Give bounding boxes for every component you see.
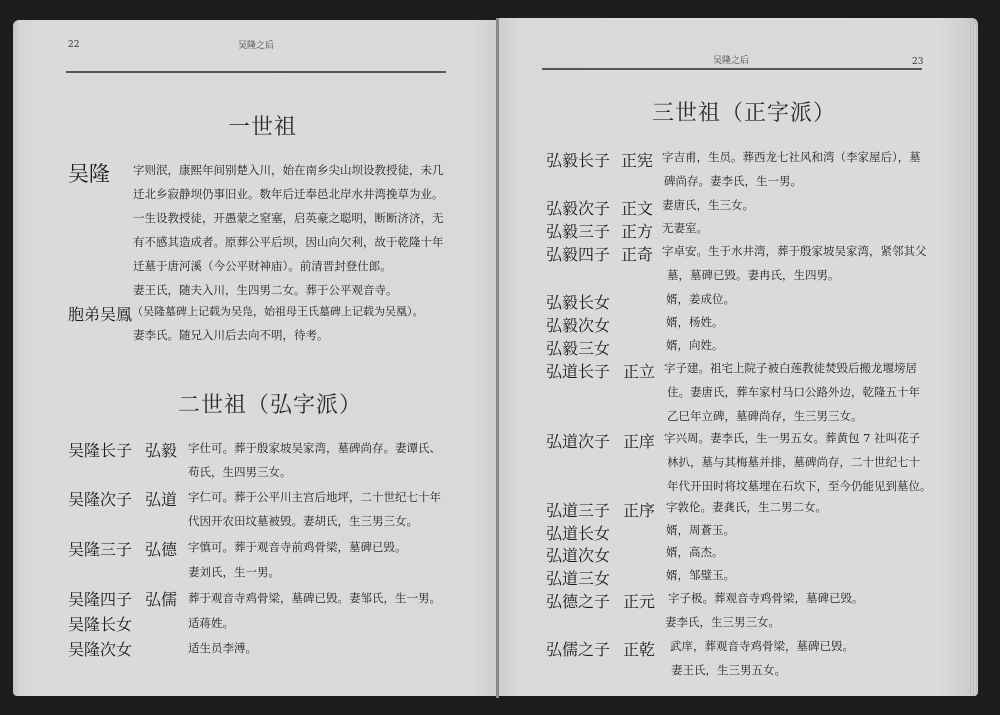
section-title-second-generation: 二世祖（弘字派） [178,393,363,418]
section-title-third-generation: 三世祖（正字派） [652,101,837,126]
entry-relation: 吴隆三子 [68,540,133,559]
entry-text-line: 字慎可。葬于观音寺前鸡骨梁，墓碑已毁。 [188,540,407,554]
entry-relation: 吴隆四子 [68,590,133,609]
entry-relation: 弘道长女 [546,524,611,543]
entry-name: 正文 [621,199,654,218]
entry-name: 正宪 [621,151,654,170]
entry-text-line: 妻唐氏，生三女。 [662,198,754,212]
entry-relation: 弘毅次女 [546,316,611,335]
entry-relation: 吴隆次女 [68,640,133,659]
entry-relation: 弘毅三子 [546,222,611,241]
entry-text-line: 适蒋姓。 [188,616,234,630]
entry-text-line: 婿，邹璧玉。 [666,568,735,582]
entry-name: 正序 [623,501,656,520]
right-running-title: 吴隆之后 [713,56,750,66]
entry-text-line: 婿，向姓。 [666,338,724,352]
entry-text-line: 婿，高杰。 [666,545,724,559]
founder-name: 吴隆 [68,162,110,186]
entry-text-line: 武庠，葬观音寺鸡骨梁，墓碑已毁。 [670,639,854,653]
entry-relation: 弘毅长子 [546,151,611,170]
entry-text-line: 妻刘氏，生一男。 [188,565,280,579]
brother-name: 胞弟吴鳳 [68,305,133,324]
entry-name: 正奇 [621,245,654,264]
entry-name: 正立 [623,362,656,381]
entry-text-line: 无妻室。 [662,221,708,235]
entry-text-line: 住。妻唐氏，葬车家村马口公路外边，乾隆五十年 [667,385,920,399]
section-title-first-generation: 一世祖 [228,115,298,140]
entry-text-line: 葬于观音寺鸡骨梁，墓碑已毁。妻邹氏，生一男。 [188,591,441,605]
entry-text-line: 妻王氏，生三男五女。 [671,663,786,677]
left-running-title: 吴隆之后 [238,41,275,51]
entry-name: 正元 [623,592,656,611]
entry-relation: 弘道三子 [546,501,611,520]
entry-relation: 弘道长子 [546,362,611,381]
right-page-number: 23 [912,57,924,67]
entry-relation: 弘德之子 [546,592,611,611]
entry-text-line: 婿，姜成位。 [666,292,735,306]
brother-text-line: 妻李氏。随兄入川后去向不明，待考。 [133,328,329,342]
entry-text-line: 代因开农田坟墓被毁。妻胡氏，生三男三女。 [188,514,418,528]
entry-name: 正庠 [623,432,656,451]
entry-relation: 弘道次女 [546,546,611,565]
entry-relation: 弘毅次子 [546,199,611,218]
entry-relation: 弘毅长女 [546,293,611,312]
brother-note: （吴隆墓碑上记载为吴凫，始祖母王氏墓碑上记载为吴凰）。 [132,305,424,318]
entry-relation: 弘儒之子 [546,640,611,659]
founder-text-line: 妻王氏，随夫入川，生四男二女。葬于公平观音寺。 [133,283,398,297]
entry-relation: 吴隆长女 [68,615,133,634]
entry-text-line: 林扒，墓与其梅墓并排，墓碑尚存，二十世纪七十 [667,455,920,469]
entry-relation: 吴隆长子 [68,441,133,460]
founder-text-line: 字则泯，康熙年间别楚入川，始在南乡尖山坝设教授徒，未几 [133,163,444,177]
entry-relation: 弘道次子 [546,432,611,451]
entry-text-line: 适生员李溥。 [188,641,257,655]
page-edges [968,24,978,696]
entry-text-line: 碑尚存。妻李氏，生一男。 [664,174,802,188]
founder-text-line: 有不感其造成者。原葬公平后坝，因山向欠利，故于乾隆十年 [133,235,444,249]
entry-relation: 吴隆次子 [68,490,133,509]
entry-text-line: 婿，杨姓。 [666,315,724,329]
entry-text-line: 字子极。葬观音寺鸡骨梁，墓碑已毁。 [668,591,864,605]
entry-name: 正方 [621,222,654,241]
founder-text-line: 一生设教授徒，开愚蒙之窒塞，启英豪之聪明，断断济济，无 [133,211,444,225]
entry-text-line: 年代开田时将坟墓埋在石坎下，至今仍能见到墓位。 [667,479,932,493]
entry-relation: 弘毅三女 [546,339,611,358]
entry-text-line: 字卓安。生于水井湾，葬于殷家坡吴家湾，紧邻其父 [662,244,927,258]
entry-text-line: 婿，周蒼玉。 [666,523,735,537]
entry-text-line: 墓，墓碑已毁。妻冉氏，生四男。 [667,268,840,282]
entry-text-line: 字子建。祖宅上院子被白莲教徒焚毁后搬龙堰塝居 [664,361,917,375]
left-header-rule [66,71,446,73]
founder-text-line: 迁墓于唐河溪（今公平财神庙）。前清晋封登仕郎。 [133,259,392,273]
entry-relation: 弘毅四子 [546,245,611,264]
entry-name: 弘道 [145,490,178,509]
book-gutter [496,18,499,698]
entry-text-line: 字兴周。妻李氏，生一男五女。葬黄包 7 社叫花子 [664,431,921,445]
entry-text-line: 苟氏，生四男三女。 [188,465,292,479]
entry-text-line: 字仁可。葬于公平川主宫后地坪，二十世纪七十年 [188,490,441,504]
founder-text-line: 迁北乡寂静坝仍事旧业。数年后迁奉邑北岸水井湾挽草为业。 [133,187,444,201]
entry-text-line: 字吉甫，生员。葬西龙七社风和湾（李家屋后），墓 [662,150,921,164]
right-header-rule [542,68,922,70]
entry-name: 正乾 [623,640,656,659]
entry-text-line: 乙巳年立碑，墓碑尚存，生三男三女。 [667,409,863,423]
left-page-number: 22 [68,40,80,50]
entry-text-line: 妻李氏，生三男三女。 [665,615,780,629]
entry-text-line: 字敦伦。妻龚氏，生二男二女。 [666,500,827,514]
entry-name: 弘德 [145,540,178,559]
entry-name: 弘儒 [145,590,178,609]
entry-name: 弘毅 [145,441,178,460]
entry-text-line: 字仕可。葬于殷家坡吴家湾，墓碑尚存。妻谭氏、 [188,441,441,455]
entry-relation: 弘道三女 [546,569,611,588]
